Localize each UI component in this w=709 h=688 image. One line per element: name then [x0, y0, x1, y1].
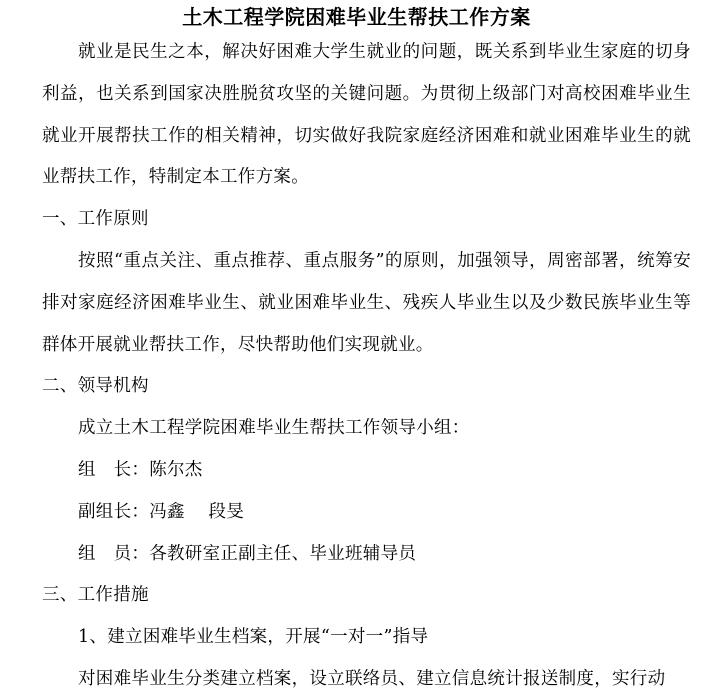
group-deputy-leaders: 副组长：冯鑫 段旻	[78, 501, 245, 522]
section-2-heading: 二、领导机构	[42, 376, 149, 397]
document-title: 土木工程学院困难毕业生帮扶工作方案	[182, 5, 531, 29]
measure-1-title: 1、建立困难毕业生档案，开展“一对一”指导	[78, 627, 429, 648]
section-1-body: 按照“重点关注、重点推荐、重点服务”的原则，加强领导，周密部署，统筹安排对家庭经济困难毕业生、就业困难毕业生、残疾人毕业生以及少数民族毕业生等群体开展就业帮扶工作，尽快帮助他们实现就业。	[42, 250, 691, 355]
group-members: 组 员：各教研室正副主任、毕业班辅导员	[78, 543, 417, 564]
section-1-heading: 一、工作原则	[42, 209, 149, 230]
section-2-lead: 成立土木工程学院困难毕业生帮扶工作领导小组：	[78, 418, 470, 439]
section-3-heading: 三、工作措施	[42, 585, 149, 606]
group-leader: 组 长：陈尔杰	[78, 459, 203, 480]
intro-paragraph: 就业是民生之本，解决好困难大学生就业的问题，既关系到毕业生家庭的切身利益，也关系到国家决胜脱贫攻坚的关键问题。为贯彻上级部门对高校困难毕业生就业开展帮扶工作的相关精神，切实做好我院家庭经济困难和就业困难毕业生的就业帮扶工作，特制定本工作方案。	[42, 42, 691, 188]
measure-1-body: 对困难毕业生分类建立档案，设立联络员、建立信息统计报送制度，实行动	[78, 668, 666, 688]
